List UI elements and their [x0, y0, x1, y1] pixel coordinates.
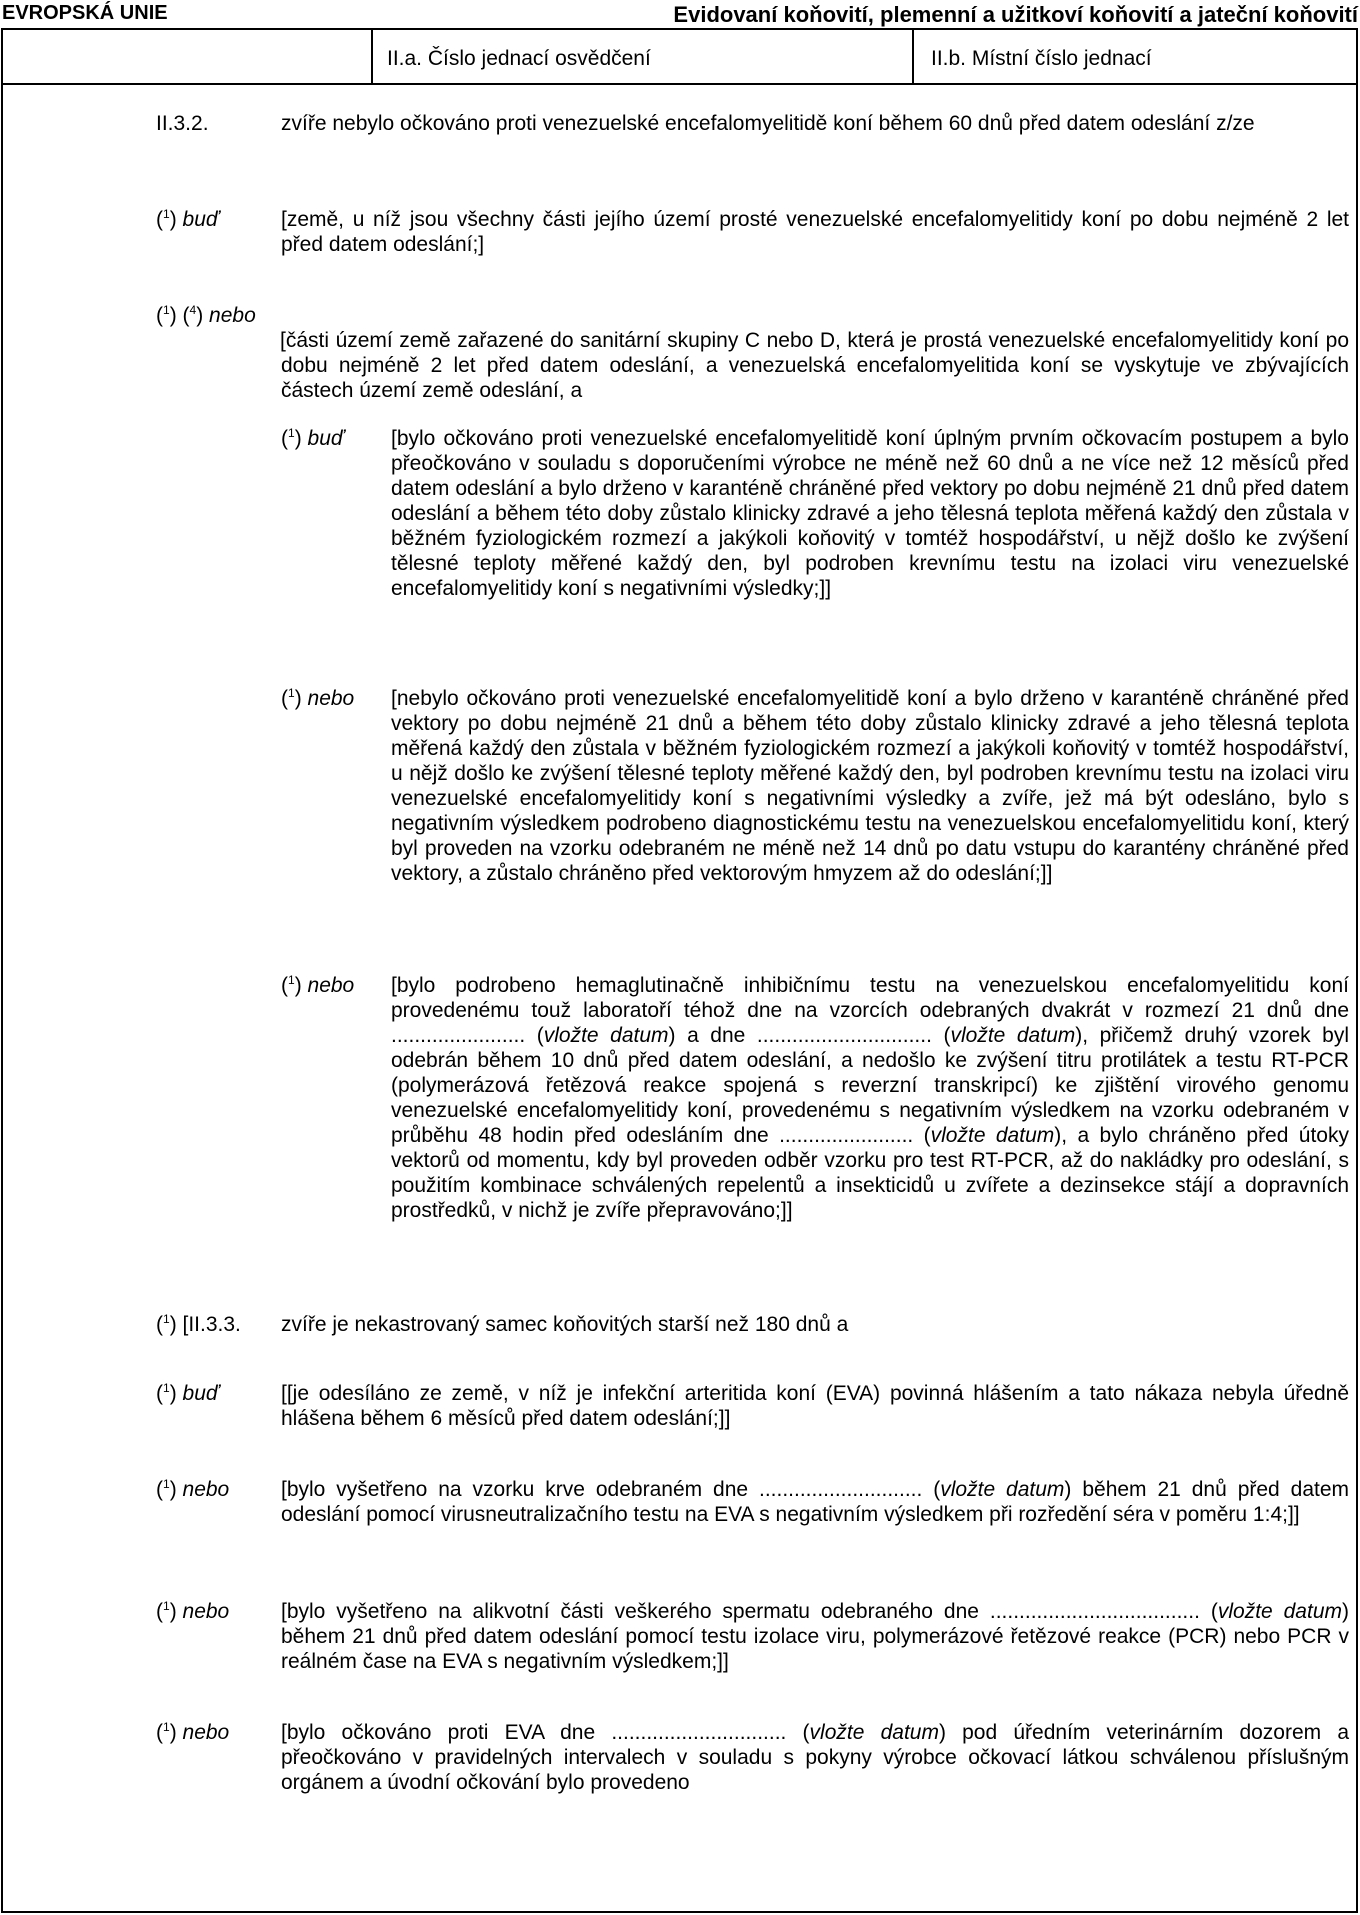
- paragraph-hi-test: [bylo podrobeno hemaglutinačně inhibičnímu testu na venezuelskou encefalomyelitidu koní provedenému touž laboratoří téhož dne na vzorcích odebraných dvakrát v rozmezí 21 dnů dne ....................... (vložte datum) a dne .............................. (vložte datum), přičemž druhý vzorek byl odebrán během 10 dnů před datem odeslání, a nedošlo ke zvýšení titru protilátek a testu RT-PCR (polymerázová řetězová reakce spojená s reverzní transkripcí) ke zjištění virového genomu venezuelské encefalomyelitidy koní, provedenému s negativním výsledkem na vzorku odebraném v průběhu 48 hodin před odesláním dne ....................... (vložte datum), a bylo chráněno před útoky vektorů od momentu, kdy byl proveden odběr vzorku pro test RT-PCR, až do nakládky pro odeslání, s použitím kombinace schválených repelentů a insekticidů u zvířete a dezinsekce stájí a dopravních prostředků, v nichž je zvíře přepravováno;]]: [391, 974, 1350, 1222]
- paragraph-vaccinated: [bylo očkováno proti venezuelské encefalomyelitidě koní úplným prvním očkovacím postupem a bylo přeočkováno v souladu s doporučeními výrobce ne méně než 60 dnů a ne více než 12 měsíců před datem odeslání a bylo drženo v karanténě chráněné před vektory po dobu nejméně 21 dnů před datem odeslání a během této doby zůstalo klinicky zdravé a jeho tělesná teplota měřená každý den zůstala v běžném fyziologickém rozmezí a jakýkoli koňovitý v tomtéž hospodářství, u nějž došlo ke zvýšení tělesné teploty měřené každý den, byl podroben krevnímu testu na izolaci viru venezuelské encefalomyelitidy koní s negativními výsledky;]]: [391, 427, 1349, 600]
- section-number: II.3.2.: [156, 112, 209, 135]
- paragraph-semen: [bylo vyšetřeno na alikvotní části veškerého spermatu odebraného dne .................................... (vložte datum) během 21 dnů před datem odeslání pomocí testu izolace viru, polymerázové řetězové reakce (PCR) nebo PCR v reálném čase na EVA s negativním výsledkem;]]: [281, 1600, 1349, 1673]
- header-left: EVROPSKÁ UNIE: [2, 2, 168, 24]
- option-label: ($^1$) nebo: [281, 686, 355, 710]
- option-label: ($^1$) buď: [281, 426, 344, 450]
- paragraph-ii32: zvíře nebylo očkováno proti venezuelské encefalomyelitidě koní během 60 dnů před datem odeslání z/ze: [281, 112, 1255, 135]
- certificate-reference-label: II.a. Číslo jednací osvědčení: [387, 47, 651, 70]
- option-label: ($^1$) ($^4$) nebo: [156, 303, 256, 327]
- option-label: ($^1$) nebo: [156, 1599, 230, 1623]
- field-divider-2: [912, 28, 914, 85]
- option-label: ($^1$) nebo: [156, 1720, 230, 1744]
- option-label: ($^1$) buď: [156, 207, 219, 231]
- paragraph-eva-country: [[je odesíláno ze země, v níž je infekční arteritida koní (EVA) povinná hlášením a tato nákaza nebyla úředně hlášena během 6 měsíců před datem odeslání;]]: [281, 1382, 1349, 1430]
- header-title: Evidovaní koňovití, plemenní a užitkoví koňovití a jateční koňovití: [673, 2, 1358, 27]
- paragraph-ii33: zvíře je nekastrovaný samec koňovitých starší než 180 dnů a: [281, 1313, 849, 1336]
- paragraph-not-vaccinated: [nebylo očkováno proti venezuelské encefalomyelitidě koní a bylo drženo v karanténě chráněné před vektory po dobu nejméně 21 dnů a během této doby zůstalo klinicky zdravé a jeho tělesná teplota měřená každý den zůstala v běžném fyziologickém rozmezí a jakýkoli koňovitý v tomtéž hospodářství, u nějž došlo ke zvýšení tělesné teploty měřené každý den, byl podroben krevnímu testu na izolaci viru venezuelské encefalomyelitidy koní s negativními výsledky a zvíře, jež má být odesláno, bylo s negativním výsledkem podrobeno diagnostickému testu na venezuelskou encefalomyelitidu koní, který byl proveden na vzorku odebraném ne méně než 14 dnů po datu vstupu do karantény chráněné před vektory, a zůstalo chráněno před vektorovým hmyzem až do odeslání;]]: [391, 687, 1349, 885]
- option-label: ($^1$) buď: [156, 1381, 219, 1405]
- option-label: ($^1$) nebo: [281, 973, 355, 997]
- paragraph-eva-vaccinated: [bylo očkováno proti EVA dne .............................. (vložte datum) pod úředním veterinárním dozorem a přeočkováno v pravidelných intervalech v souladu s pokyny výrobce očkovací látkou schválenou příslušným orgánem a úvodní očkování bylo provedeno: [281, 1721, 1349, 1794]
- option-label: ($^1$) nebo: [156, 1477, 230, 1501]
- field-divider-1: [371, 28, 373, 85]
- paragraph-country: [země, u níž jsou všechny části jejího území prosté venezuelské encefalomyelitidy koní po dobu nejméně 2 let před datem odeslání;]: [281, 208, 1349, 256]
- header-divider: [1, 83, 1358, 85]
- paragraph-blood-sample: [bylo vyšetřeno na vzorku krve odebraném dne ............................ (vložte datum) během 21 dnů před datem odeslání pomocí virusneutralizačního testu na EVA s negativním výsledkem při rozředění séra v poměru 1:4;]]: [281, 1478, 1350, 1526]
- paragraph-territory: [části území země zařazené do sanitární skupiny C nebo D, která je prostá venezuelské encefalomyelitidy koní po dobu nejméně 2 let před datem odeslání, a venezuelská encefalomyelitida koní se vyskytuje ve zbývajících částech území země odeslání, a: [280, 329, 1349, 402]
- option-label: ($^1$) [II.3.3.: [156, 1312, 241, 1336]
- local-reference-label: II.b. Místní číslo jednací: [931, 47, 1152, 70]
